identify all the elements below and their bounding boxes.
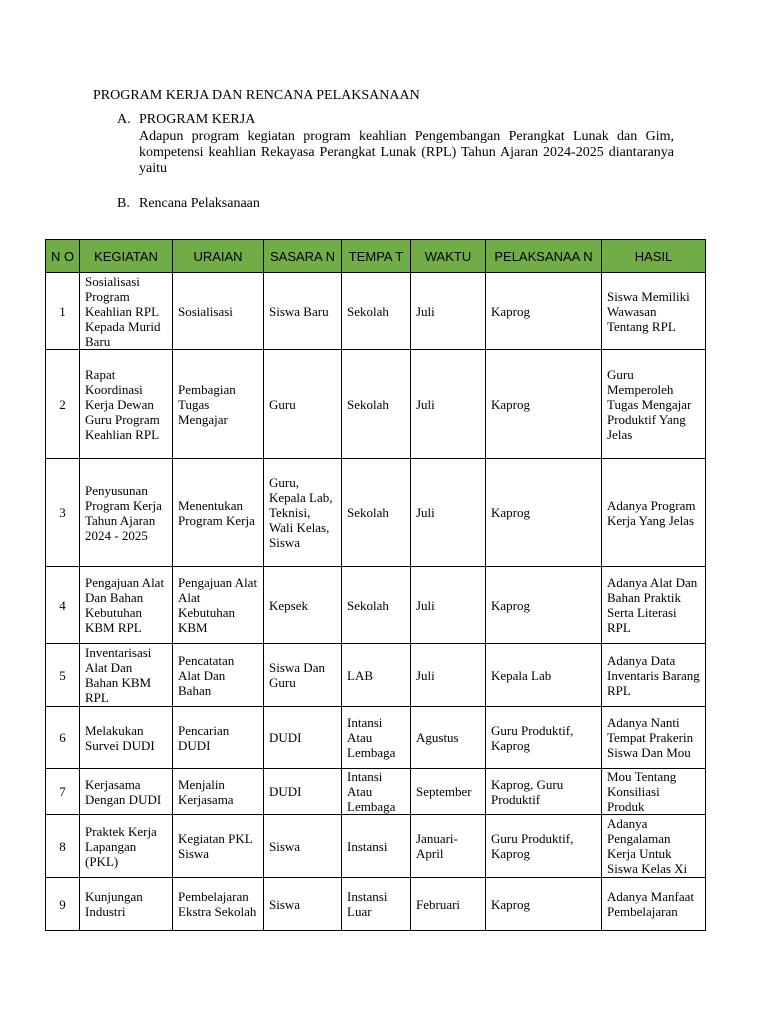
cell-no: 5 bbox=[46, 644, 80, 707]
cell-tempat: Sekolah bbox=[342, 459, 411, 567]
cell-tempat: Sekolah bbox=[342, 567, 411, 644]
document-heading: PROGRAM KERJA DAN RENCANA PELAKSANAAN bbox=[93, 88, 420, 103]
cell-hasil: Adanya Nanti Tempat Prakerin Siswa Dan Mou bbox=[602, 707, 706, 769]
cell-sasaran: DUDI bbox=[264, 707, 342, 769]
cell-no: 9 bbox=[46, 878, 80, 931]
cell-uraian: Menjalin Kerjasama bbox=[173, 769, 264, 815]
cell-waktu: Juli bbox=[411, 273, 486, 350]
cell-hasil: Adanya Alat Dan Bahan Praktik Serta Literasi RPL bbox=[602, 567, 706, 644]
cell-pelaksanaan: Kaprog bbox=[486, 567, 602, 644]
cell-kegiatan: Penyusunan Program Kerja Tahun Ajaran 2024 - 2025 bbox=[80, 459, 173, 567]
section-b-title: Rencana Pelaksanaan bbox=[139, 196, 260, 211]
cell-waktu: Februari bbox=[411, 878, 486, 931]
cell-no: 3 bbox=[46, 459, 80, 567]
cell-pelaksanaan: Guru Produktif, Kaprog bbox=[486, 707, 602, 769]
cell-sasaran: Siswa bbox=[264, 815, 342, 878]
cell-hasil: Adanya Manfaat Pembelajaran bbox=[602, 878, 706, 931]
cell-waktu: Juli bbox=[411, 644, 486, 707]
cell-uraian: Sosialisasi bbox=[173, 273, 264, 350]
cell-hasil: Siswa Memiliki Wawasan Tentang RPL bbox=[602, 273, 706, 350]
table-row bbox=[46, 815, 706, 878]
table-row bbox=[46, 350, 706, 459]
table-row bbox=[46, 878, 706, 931]
col-header-hasil: HASIL bbox=[602, 240, 706, 273]
cell-uraian: Pencatatan Alat Dan Bahan bbox=[173, 644, 264, 707]
table-row bbox=[46, 459, 706, 567]
cell-sasaran: Siswa Baru bbox=[264, 273, 342, 350]
cell-sasaran: Guru, Kepala Lab, Teknisi, Wali Kelas, Siswa bbox=[264, 459, 342, 567]
cell-kegiatan: Kunjungan Industri bbox=[80, 878, 173, 931]
section-a-title: PROGRAM KERJA bbox=[139, 112, 256, 127]
cell-tempat: LAB bbox=[342, 644, 411, 707]
col-header-uraian: URAIAN bbox=[173, 240, 264, 273]
cell-tempat: Sekolah bbox=[342, 273, 411, 350]
cell-uraian: Pembagian Tugas Mengajar bbox=[173, 350, 264, 459]
section-a-letter: A. bbox=[117, 112, 131, 127]
cell-pelaksanaan: Kaprog bbox=[486, 350, 602, 459]
cell-kegiatan: Rapat Koordinasi Kerja Dewan Guru Program Keahlian RPL bbox=[80, 350, 173, 459]
cell-waktu: Agustus bbox=[411, 707, 486, 769]
col-header-pelaksanaan: PELAKSANAA N bbox=[486, 240, 602, 273]
cell-waktu: Juli bbox=[411, 350, 486, 459]
col-header-sasaran: SASARA N bbox=[264, 240, 342, 273]
cell-hasil: Adanya Program Kerja Yang Jelas bbox=[602, 459, 706, 567]
cell-kegiatan: Melakukan Survei DUDI bbox=[80, 707, 173, 769]
cell-kegiatan: Inventarisasi Alat Dan Bahan KBM RPL bbox=[80, 644, 173, 707]
cell-kegiatan: Pengajuan Alat Dan Bahan Kebutuhan KBM RPL bbox=[80, 567, 173, 644]
cell-pelaksanaan: Kaprog bbox=[486, 459, 602, 567]
cell-no: 2 bbox=[46, 350, 80, 459]
cell-sasaran: DUDI bbox=[264, 769, 342, 815]
table-row bbox=[46, 567, 706, 644]
cell-no: 7 bbox=[46, 769, 80, 815]
cell-uraian: Pengajuan Alat Alat Kebutuhan KBM bbox=[173, 567, 264, 644]
cell-kegiatan: Sosialisasi Program Keahlian RPL Kepada Murid Baru bbox=[80, 273, 173, 350]
cell-pelaksanaan: Kaprog, Guru Produktif bbox=[486, 769, 602, 815]
cell-hasil: Adanya Data Inventaris Barang RPL bbox=[602, 644, 706, 707]
cell-uraian: Pembelajaran Ekstra Sekolah bbox=[173, 878, 264, 931]
cell-waktu: Januari-April bbox=[411, 815, 486, 878]
cell-waktu: Juli bbox=[411, 567, 486, 644]
cell-tempat: Sekolah bbox=[342, 350, 411, 459]
cell-sasaran: Kepsek bbox=[264, 567, 342, 644]
cell-tempat: Instansi Luar bbox=[342, 878, 411, 931]
cell-sasaran: Siswa Dan Guru bbox=[264, 644, 342, 707]
cell-hasil: Adanya Pengalaman Kerja Untuk Siswa Kelas Xi bbox=[602, 815, 706, 878]
cell-uraian: Menentukan Program Kerja bbox=[173, 459, 264, 567]
cell-uraian: Kegiatan PKL Siswa bbox=[173, 815, 264, 878]
cell-hasil: Mou Tentang Konsiliasi Produk bbox=[602, 769, 706, 815]
table-header-row bbox=[46, 240, 706, 273]
cell-kegiatan: Kerjasama Dengan DUDI bbox=[80, 769, 173, 815]
cell-pelaksanaan: Kepala Lab bbox=[486, 644, 602, 707]
cell-tempat: Intansi Atau Lembaga bbox=[342, 707, 411, 769]
cell-pelaksanaan: Guru Produktif, Kaprog bbox=[486, 815, 602, 878]
col-header-tempat: TEMPA T bbox=[342, 240, 411, 273]
cell-waktu: Juli bbox=[411, 459, 486, 567]
col-header-no: N O bbox=[46, 240, 80, 273]
col-header-waktu: WAKTU bbox=[411, 240, 486, 273]
cell-pelaksanaan: Kaprog bbox=[486, 273, 602, 350]
col-header-kegiatan: KEGIATAN bbox=[80, 240, 173, 273]
cell-tempat: Instansi bbox=[342, 815, 411, 878]
plan-table bbox=[45, 239, 706, 931]
section-a-paragraph: Adapun program kegiatan program keahlian Pengembangan Perangkat Lunak dan Gim, kompetensi keahlian Rekayasa Perangkat Lunak (RPL) Tahun Ajaran 2024-2025 diantaranya yaitu bbox=[139, 129, 674, 176]
cell-no: 6 bbox=[46, 707, 80, 769]
cell-no: 8 bbox=[46, 815, 80, 878]
cell-sasaran: Siswa bbox=[264, 878, 342, 931]
cell-pelaksanaan: Kaprog bbox=[486, 878, 602, 931]
table-row bbox=[46, 273, 706, 350]
table-row bbox=[46, 644, 706, 707]
table-row bbox=[46, 769, 706, 815]
cell-uraian: Pencarian DUDI bbox=[173, 707, 264, 769]
cell-no: 4 bbox=[46, 567, 80, 644]
cell-tempat: Intansi Atau Lembaga bbox=[342, 769, 411, 815]
cell-no: 1 bbox=[46, 273, 80, 350]
cell-sasaran: Guru bbox=[264, 350, 342, 459]
table-row bbox=[46, 707, 706, 769]
cell-hasil: Guru Memperoleh Tugas Mengajar Produktif Yang Jelas bbox=[602, 350, 706, 459]
cell-kegiatan: Praktek Kerja Lapangan (PKL) bbox=[80, 815, 173, 878]
section-b-letter: B. bbox=[117, 196, 130, 211]
cell-waktu: September bbox=[411, 769, 486, 815]
